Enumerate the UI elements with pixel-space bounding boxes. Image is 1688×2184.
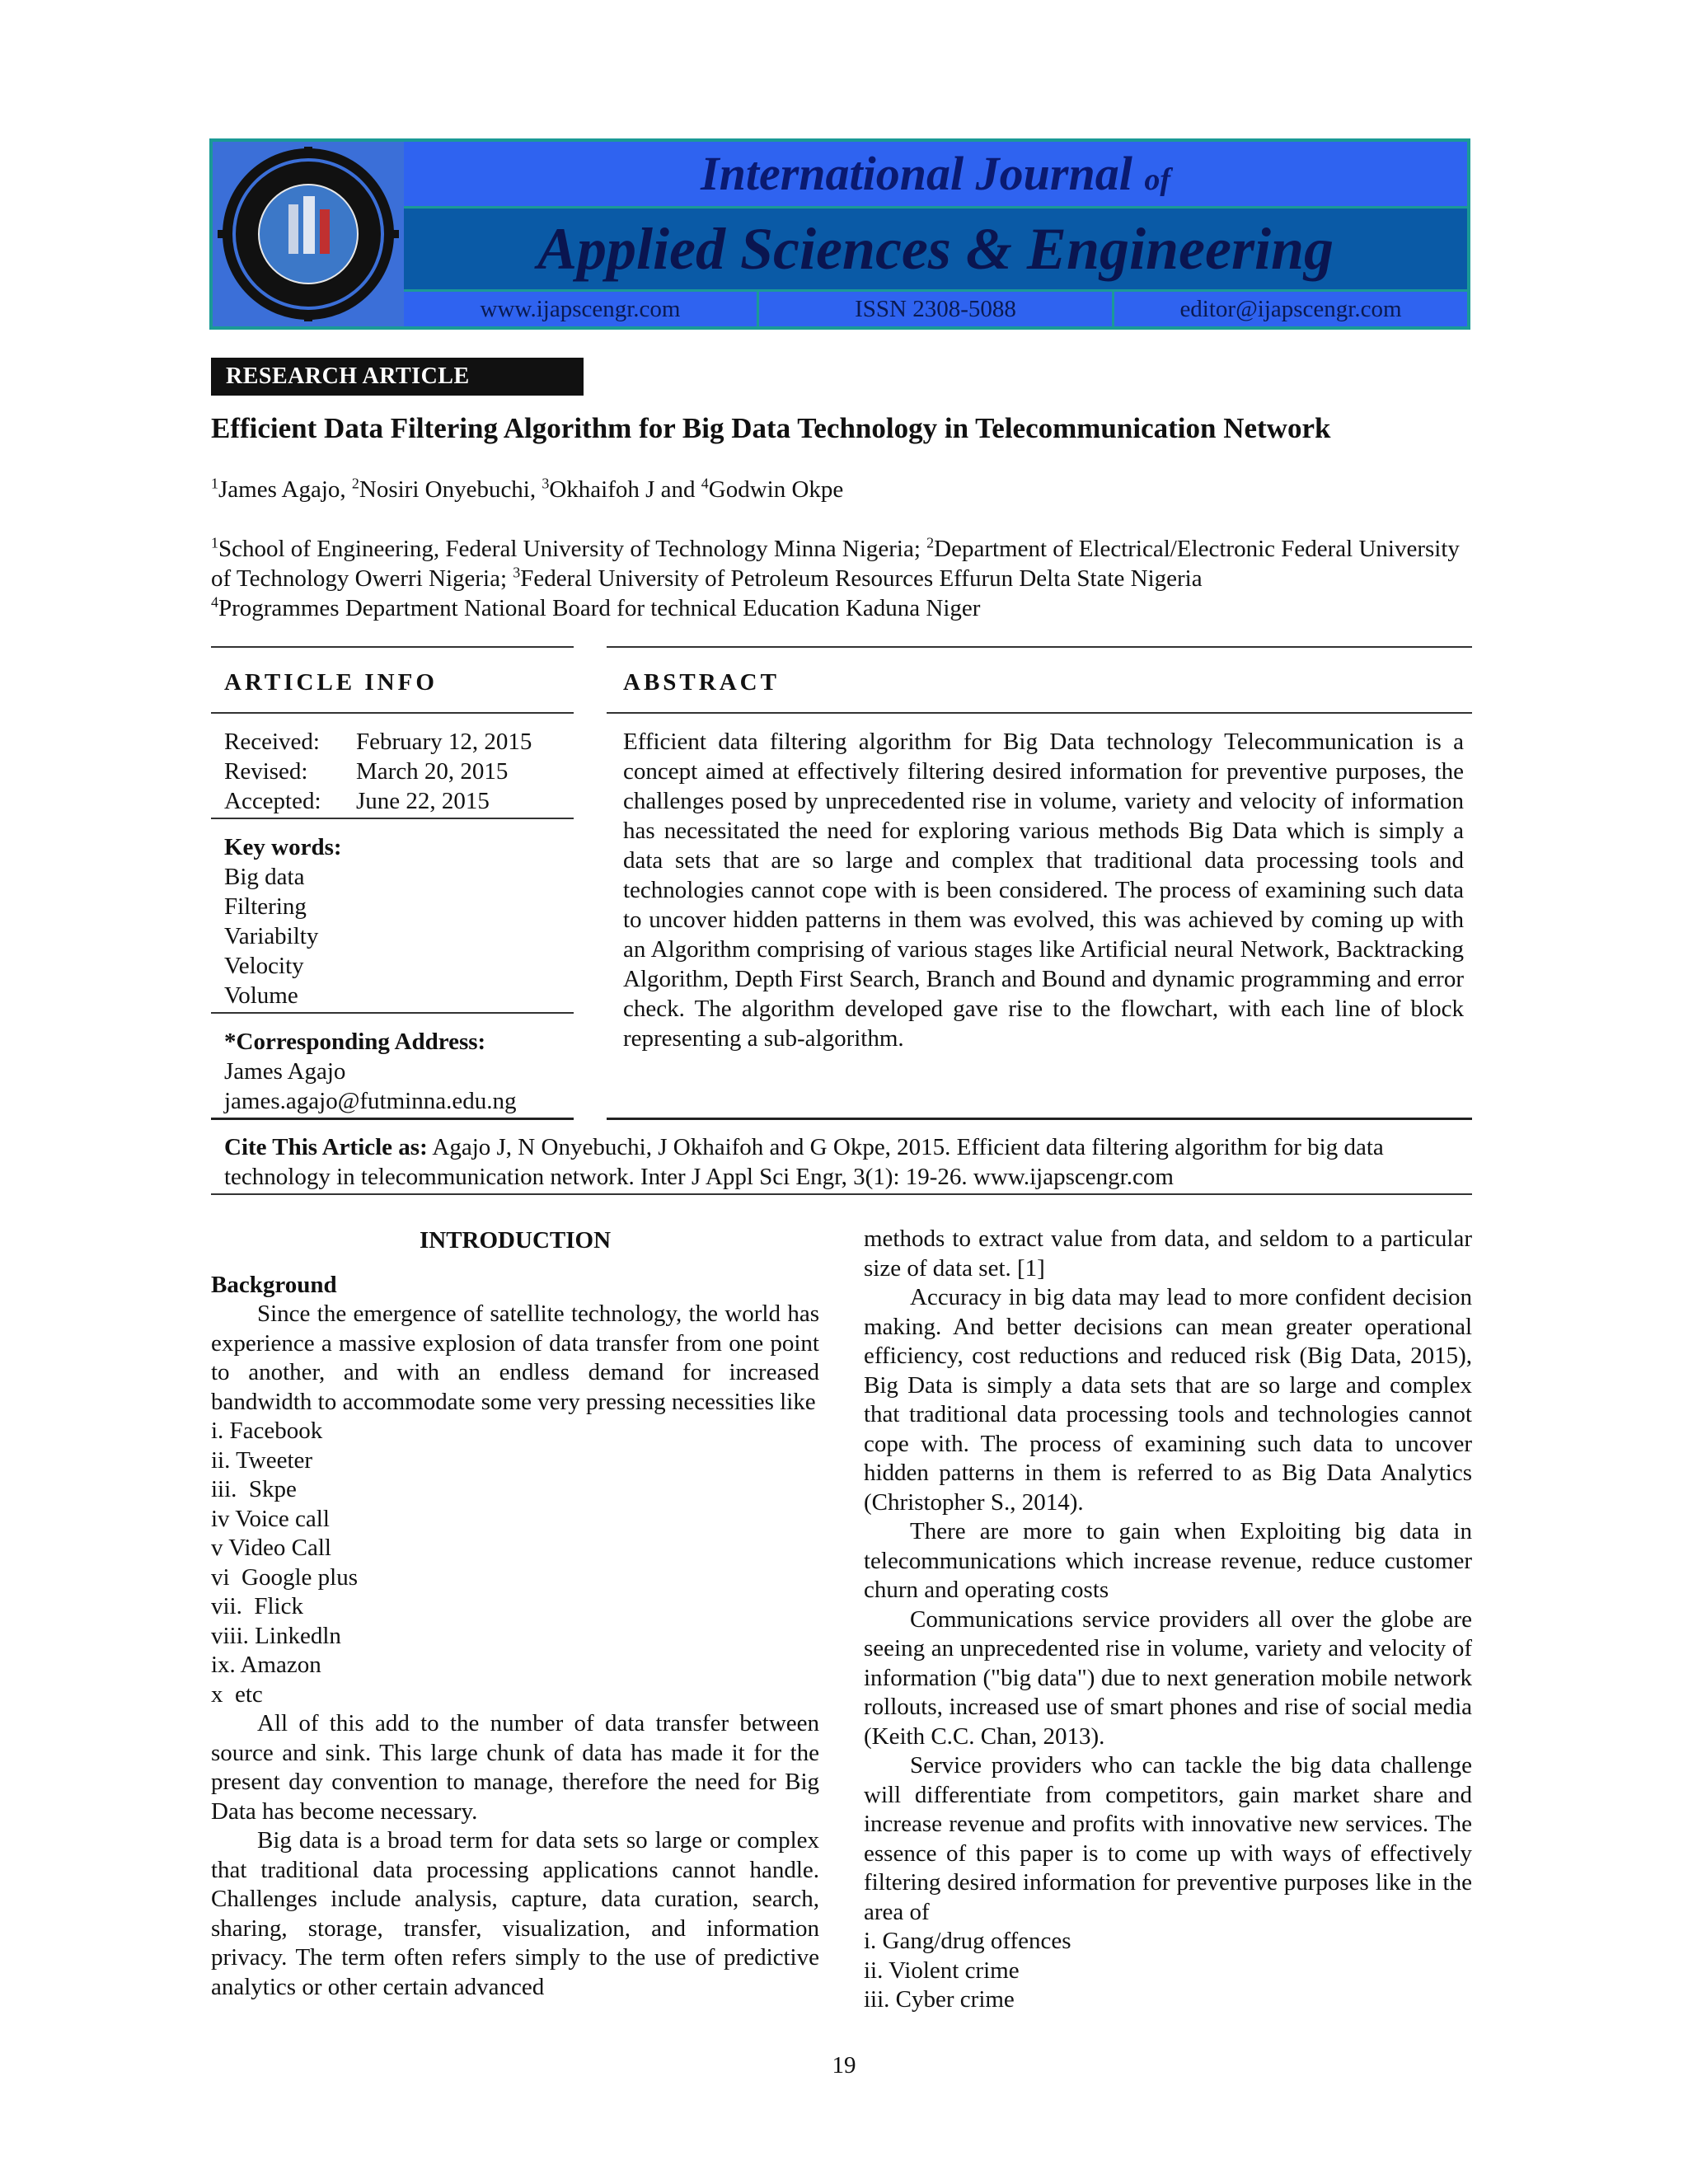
affiliations: $^1$School of Engineering, Federal University of Technology Minna Nigeria; $^2$Department of Electrical/Electronic Federal University of Technology Owerri Nigeria; $^3$Federal University of Petroleum Resources Effurun Delta State Nigeria $^4$Programmes Department National Board for technical Education Kaduna Niger	[211, 534, 1460, 621]
journal-logo	[213, 142, 406, 326]
divider	[607, 712, 1472, 714]
divider	[211, 712, 574, 714]
keyword: Big data	[224, 864, 305, 890]
date-row-revised: Revised: March 20, 2015	[224, 758, 509, 785]
list-item: ii. Violent crime	[864, 1957, 1020, 1984]
keyword: Velocity	[224, 953, 304, 979]
author-name: Nosiri Onyebuchi,	[359, 476, 542, 503]
journal-title-line2: Applied Sciences & Engineering	[404, 209, 1467, 292]
keyword: Variabilty	[224, 923, 319, 949]
paragraph: Communications service providers all over the globe are seeing an unprecedented rise in volume, variety and velocity of information ("big data") due to next generation mobile network rollouts, increased use of smart phones and rise of social media (Keith C.C. Chan, 2013).	[864, 1605, 1472, 1750]
keyword: Filtering	[224, 893, 307, 920]
date-row-received: Received: February 12, 2015	[224, 729, 532, 755]
paragraph: Service providers who can tackle the big data challenge will differentiate from competitors, gain market share and increase revenue and profits with innovative new services. The essence of this paper is to come up with ways of effectively filtering desired information for preventive purposes like in the area of	[864, 1752, 1472, 1925]
list-item: viii. Linkedln	[211, 1622, 341, 1649]
author-name: Okhaifoh J and	[549, 476, 701, 503]
article-title: Efficient Data Filtering Algorithm for Big Data Technology in Telecommunication Network	[211, 412, 1331, 444]
date-row-accepted: Accepted: June 22, 2015	[224, 788, 490, 814]
divider	[211, 818, 574, 819]
right-column	[864, 1225, 1472, 2015]
corresponding-heading: *Corresponding Address:	[224, 1029, 486, 1055]
corresponding-address	[224, 1027, 516, 1116]
abstract-heading: ABSTRACT	[623, 669, 780, 696]
background-heading: Background	[211, 1271, 337, 1298]
divider	[211, 1193, 1472, 1195]
paragraph: There are more to gain when Exploiting big data in telecommunications which increase revenue, reduce customer churn and operating costs	[864, 1518, 1472, 1603]
author-list: $^1$James Agajo, $^2$Nosiri Onyebuchi, $^3$Okhaifoh J and $^4$Godwin Okpe	[211, 475, 844, 503]
list-item: i. Facebook	[211, 1418, 323, 1444]
article-info-heading: ARTICLE INFO	[224, 669, 438, 696]
corresponding-name: James Agajo	[224, 1058, 346, 1085]
journal-issn: ISSN 2308-5088	[759, 292, 1114, 326]
divider	[607, 1118, 1472, 1120]
citation: Cite This Article as: Agajo J, N Onyebuchi, J Okhaifoh and G Okpe, 2015. Efficient data filtering algorithm for big data technology in telecommunication network. Inter J Appl Sci Engr, 3(1): 19-26. www.ijapscengr.com	[224, 1134, 1384, 1190]
journal-banner	[209, 138, 1470, 330]
author-name: Godwin Okpe	[708, 476, 844, 503]
list-item: vi Google plus	[211, 1563, 359, 1591]
list-item: ix. Amazon	[211, 1652, 321, 1678]
corresponding-email: james.agajo@futminna.edu.ng	[224, 1088, 517, 1114]
left-column	[211, 1225, 819, 2002]
paragraph: methods to extract value from data, and seldom to a particular size of data set. [1]	[864, 1226, 1472, 1282]
list-item: vii. Flick	[211, 1593, 303, 1619]
list-item: iii. Skpe	[211, 1476, 297, 1502]
author-name: James Agajo,	[218, 476, 352, 503]
list-item: iii. Cyber crime	[864, 1986, 1015, 2013]
introduction-heading: INTRODUCTION	[419, 1227, 612, 1254]
article-dates	[224, 727, 532, 816]
list-item: i. Gang/drug offences	[864, 1928, 1071, 1954]
list-item: x etc	[211, 1680, 263, 1708]
paragraph: Big data is a broad term for data sets so large or complex that traditional data processing applications cannot handle. Challenges include analysis, capture, data curation, search, sharing, storage, transfer, visualization, and information privacy. The term often refers simply to the use of predictive analytics or other certain advanced	[211, 1827, 819, 2000]
list-item: iv Voice call	[211, 1505, 330, 1532]
divider	[211, 646, 574, 648]
paragraph: Since the emergence of satellite technology, the world has experience a massive explosion of data transfer from one point to another, and with an endless demand for increased bandwidth to accommodate some very pressing necessities like	[211, 1301, 819, 1415]
keywords-heading: Key words:	[224, 834, 342, 860]
paragraph: All of this add to the number of data transfer between source and sink. This large chunk of data has made it for the present day convention to manage, therefore the need for Big Data has become necessary.	[211, 1710, 819, 1825]
keyword: Volume	[224, 982, 298, 1009]
journal-title-line1: International Journal of	[404, 142, 1467, 209]
page-number: 19	[832, 2052, 856, 2079]
divider	[607, 646, 1472, 648]
divider	[211, 1012, 574, 1014]
list-item: ii. Tweeter	[211, 1446, 313, 1474]
list-item: v Video Call	[211, 1535, 331, 1561]
keywords-block	[224, 832, 342, 1010]
divider	[211, 1118, 574, 1120]
paragraph: Accuracy in big data may lead to more confident decision making. And better decisions can mean greater operational efficiency, cost reductions and reduced risk (Big Data, 2015), Big Data is simply a data sets that are so large and complex that traditional data processing tools and technologies cannot cope with. The process of examining such data to uncover hidden patterns in them is referred to as Big Data Analytics (Christopher S., 2014).	[864, 1284, 1472, 1516]
article-type-badge: RESEARCH ARTICLE	[211, 358, 584, 396]
journal-seal-icon	[218, 147, 399, 321]
journal-website: www.ijapscengr.com	[404, 292, 759, 326]
journal-email: editor@ijapscengr.com	[1179, 296, 1402, 322]
journal-info-row	[404, 292, 1467, 326]
abstract-text: Efficient data filtering algorithm for Big Data technology Telecommunication is a concept aimed at effectively filtering desired information for preventive purposes, the challenges posed by unprecedented rise in volume, variety and velocity of information has necessitated the need for exploring various methods Big Data which is simply a data sets that are so large and complex that traditional data processing tools and technologies cannot cope with is been considered. The process of examining such data to uncover hidden patterns in them was evolved, this was achieved by coming up with an Algorithm comprising of various stages like Artificial neural Network, Backtracking Algorithm, Depth First Search, Branch and Bound and dynamic programming and error check. The algorithm developed gave rise to the flowchart, with each line of block representing a sub-algorithm.	[623, 729, 1464, 1052]
